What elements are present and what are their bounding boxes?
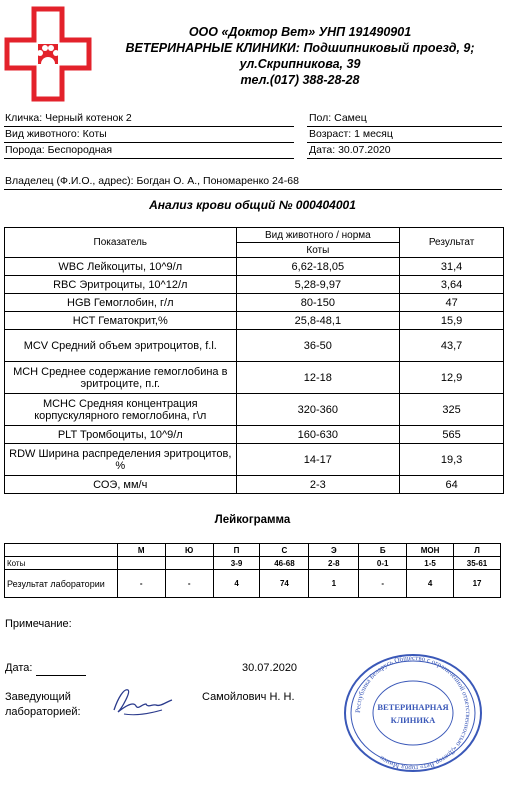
leuk-result-label: Результат лаборатории bbox=[5, 570, 118, 598]
row-result: 64 bbox=[400, 476, 504, 494]
col-header-norm: Вид животного / норма bbox=[236, 228, 400, 243]
row-result: 19,3 bbox=[400, 444, 504, 476]
svg-text:Республика Беларусь Общество с bbox=[354, 654, 472, 772]
leuk-norm bbox=[165, 557, 213, 570]
table-row bbox=[5, 362, 504, 394]
leuk-result: 4 bbox=[407, 570, 454, 598]
row-param: СОЭ, мм/ч bbox=[5, 476, 237, 494]
table-row bbox=[5, 258, 504, 276]
leuk-norm: 35-61 bbox=[454, 557, 501, 570]
leuk-norm: 2-8 bbox=[309, 557, 359, 570]
leuk-header: С bbox=[260, 544, 309, 557]
row-result: 15,9 bbox=[400, 312, 504, 330]
row-norm: 14-17 bbox=[236, 444, 400, 476]
leuk-result: 17 bbox=[454, 570, 501, 598]
col-header-result: Результат bbox=[400, 228, 504, 258]
row-param: RDW Ширина распределения эритроцитов, % bbox=[5, 444, 237, 476]
clinic-addresses: ВЕТЕРИНАРНЫЕ КЛИНИКИ: Подшипниковый проезд, 9; bbox=[125, 41, 475, 55]
leuk-result: - bbox=[117, 570, 165, 598]
row-param: MCH Среднее содержание гемоглобина в эритроците, п.г. bbox=[5, 362, 237, 394]
leuk-header: Э bbox=[309, 544, 359, 557]
stamp-ring-text: Республика Беларусь Общество с ограниченной ответственностью «Доктор Вет» город Минск bbox=[353, 653, 473, 773]
leuk-header: Б bbox=[359, 544, 407, 557]
pet-species: Вид животного: Коты bbox=[5, 128, 107, 140]
table-row bbox=[5, 294, 504, 312]
col-header-param: Показатель bbox=[5, 228, 237, 258]
pet-sex: Пол: Самец bbox=[309, 112, 367, 124]
row-param: MCHC Средняя концентрация корпускулярного гемоглобина, г\л bbox=[5, 394, 237, 426]
row-param: RBC Эритроциты, 10^12/л bbox=[5, 276, 237, 294]
analysis-date: Дата: 30.07.2020 bbox=[309, 144, 391, 156]
date-label: Дата: bbox=[5, 662, 33, 674]
leuk-norm: 1-5 bbox=[407, 557, 454, 570]
leukogram-table bbox=[4, 543, 501, 598]
leukogram-header-row bbox=[5, 544, 501, 557]
leukogram-norm-row bbox=[5, 557, 501, 570]
leuk-header: М bbox=[117, 544, 165, 557]
row-param: HGB Гемоглобин, г/л bbox=[5, 294, 237, 312]
table-row bbox=[5, 276, 504, 294]
row-result: 43,7 bbox=[400, 330, 504, 362]
row-result: 31,4 bbox=[400, 258, 504, 276]
row-result: 12,9 bbox=[400, 362, 504, 394]
row-norm: 160-630 bbox=[236, 426, 400, 444]
leuk-result: - bbox=[359, 570, 407, 598]
signature bbox=[108, 680, 178, 722]
clinic-name: ООО «Доктор Вет» УНП 191490901 bbox=[188, 25, 412, 39]
blood-analysis-table bbox=[4, 227, 504, 494]
table-row bbox=[5, 476, 504, 494]
row-norm: 320-360 bbox=[236, 394, 400, 426]
row-param: WBC Лейкоциты, 10^9/л bbox=[5, 258, 237, 276]
leuk-header: П bbox=[213, 544, 260, 557]
leuk-header: Л bbox=[454, 544, 501, 557]
head-label: Заведующий лабораторией: bbox=[5, 691, 81, 718]
row-result: 47 bbox=[400, 294, 504, 312]
svg-text:ВЕТЕРИНАРНАЯ: ВЕТЕРИНАРНАЯ bbox=[377, 702, 449, 712]
clinic-phone: тел.(017) 388-28-28 bbox=[240, 73, 360, 87]
row-norm: 80-150 bbox=[236, 294, 400, 312]
row-norm: 6,62-18,05 bbox=[236, 258, 400, 276]
head-name: Самойлович Н. Н. bbox=[202, 691, 295, 703]
row-norm: 25,8-48,1 bbox=[236, 312, 400, 330]
analysis-title: Анализ крови общий № 000404001 bbox=[149, 198, 356, 212]
table-row bbox=[5, 444, 504, 476]
row-norm: 2-3 bbox=[236, 476, 400, 494]
table-row bbox=[5, 330, 504, 362]
leukogram-title: Лейкограмма bbox=[214, 514, 291, 526]
leuk-result: - bbox=[165, 570, 213, 598]
owner-info: Владелец (Ф.И.О., адрес): Богдан О. А., Пономаренко 24-68 bbox=[5, 175, 299, 187]
table-row bbox=[5, 426, 504, 444]
table-row bbox=[5, 312, 504, 330]
svg-text:КЛИНИКА: КЛИНИКА bbox=[390, 715, 436, 725]
row-param: MCV Средний объем эритроцитов, f.l. bbox=[5, 330, 237, 362]
leuk-result: 74 bbox=[260, 570, 309, 598]
clinic-stamp bbox=[340, 650, 486, 776]
leuk-result: 4 bbox=[213, 570, 260, 598]
leuk-norm-label: Коты bbox=[5, 557, 118, 570]
table-row bbox=[5, 394, 504, 426]
clinic-logo bbox=[4, 6, 92, 102]
row-param: PLT Тромбоциты, 10^9/л bbox=[5, 426, 237, 444]
leuk-header: МОН bbox=[407, 544, 454, 557]
clinic-address-2: ул.Скрипникова, 39 bbox=[239, 57, 361, 71]
col-header-norm-species: Коты bbox=[236, 243, 400, 258]
note-label: Примечание: bbox=[5, 618, 72, 630]
row-norm: 12-18 bbox=[236, 362, 400, 394]
row-norm: 36-50 bbox=[236, 330, 400, 362]
leuk-norm: 46-68 bbox=[260, 557, 309, 570]
leuk-norm bbox=[117, 557, 165, 570]
row-norm: 5,28-9,97 bbox=[236, 276, 400, 294]
leuk-result: 1 bbox=[309, 570, 359, 598]
row-result: 565 bbox=[400, 426, 504, 444]
row-result: 325 bbox=[400, 394, 504, 426]
row-result: 3,64 bbox=[400, 276, 504, 294]
row-param: HCT Гематокрит,% bbox=[5, 312, 237, 330]
leuk-norm: 3-9 bbox=[213, 557, 260, 570]
leukogram-result-row bbox=[5, 570, 501, 598]
pet-age: Возраст: 1 месяц bbox=[309, 128, 393, 140]
leuk-header: Ю bbox=[165, 544, 213, 557]
pet-breed: Порода: Беспородная bbox=[5, 144, 113, 156]
pet-name: Кличка: Черный котенок 2 bbox=[5, 112, 132, 124]
leuk-norm: 0-1 bbox=[359, 557, 407, 570]
date-value: 30.07.2020 bbox=[242, 662, 298, 674]
